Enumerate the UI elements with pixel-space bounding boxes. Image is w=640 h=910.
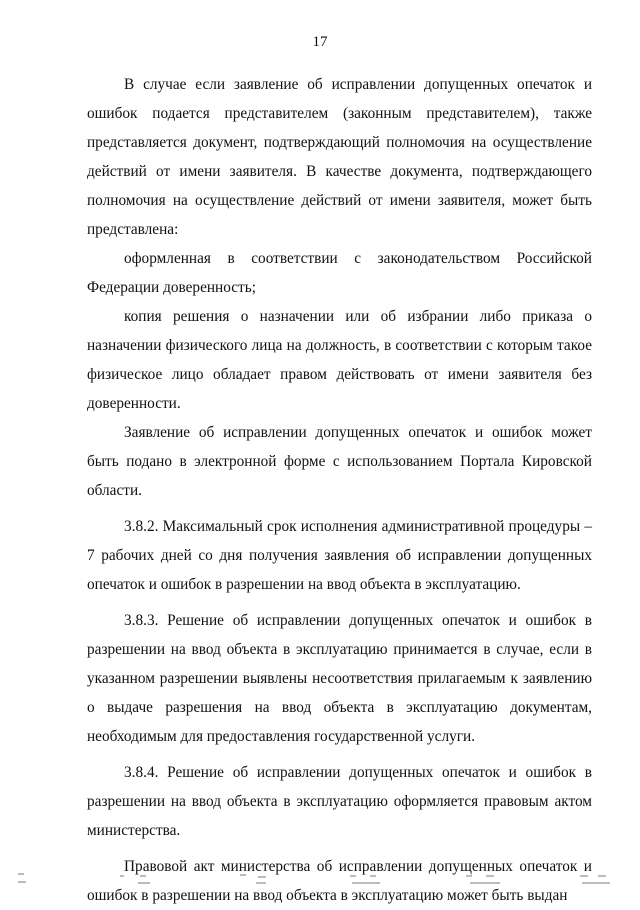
paragraph-appointment-copy: копия решения о назначении или об избрании либо приказа о назначении физического лица на должность, в соответствии с которым такое физическое лицо обладает правом действовать от имени заявителя без доверенности.: [87, 308, 592, 412]
paragraph-3-8-4: 3.8.4. Решение об исправлении допущенных опечаток и ошибок в разрешении на ввод объекта в эксплуатацию оформляется правовым актом министерства.: [87, 764, 592, 839]
paragraph-electronic-form: Заявление об исправлении допущенных опечаток и ошибок может быть подано в электронной форме с использованием Портала Кировской области.: [87, 424, 592, 499]
paragraph-3-8-3: 3.8.3. Решение об исправлении допущенных опечаток и ошибок в разрешении на ввод объекта в эксплуатацию принимается в случае, если в указанном разрешении выявлены несоответствия прилагаемым к заявлению о выдаче разрешения на ввод объекта в эксплуатацию документам, необходимым для предоставления государственной услуги.: [87, 612, 592, 745]
page-number: 17: [312, 34, 328, 50]
paragraph-representative: В случае если заявление об исправлении допущенных опечаток и ошибок подается представителем (законным представителем), также представляется документ, подтверждающий полномочия на осуществление действий от имени заявителя. В качестве документа, подтверждающего полномочия на осуществление действий от имени заявителя, может быть представлена:: [87, 76, 592, 238]
paragraph-power-of-attorney: оформленная в соответствии с законодательством Российской Федерации доверенность;: [87, 250, 592, 296]
scan-artifacts: [0, 868, 640, 888]
paragraph-3-8-2: 3.8.2. Максимальный срок исполнения административной процедуры – 7 рабочих дней со дня получения заявления об исправлении допущенных опечаток и ошибок в разрешении на ввод объекта в эксплуатацию.: [87, 518, 592, 593]
paragraph-legal-act: Правовой акт министерства об исправлении допущенных опечаток и ошибок в разрешении на ввод объекта в эксплуатацию может быть выдан: [87, 858, 592, 904]
document-body: [87, 70, 592, 910]
